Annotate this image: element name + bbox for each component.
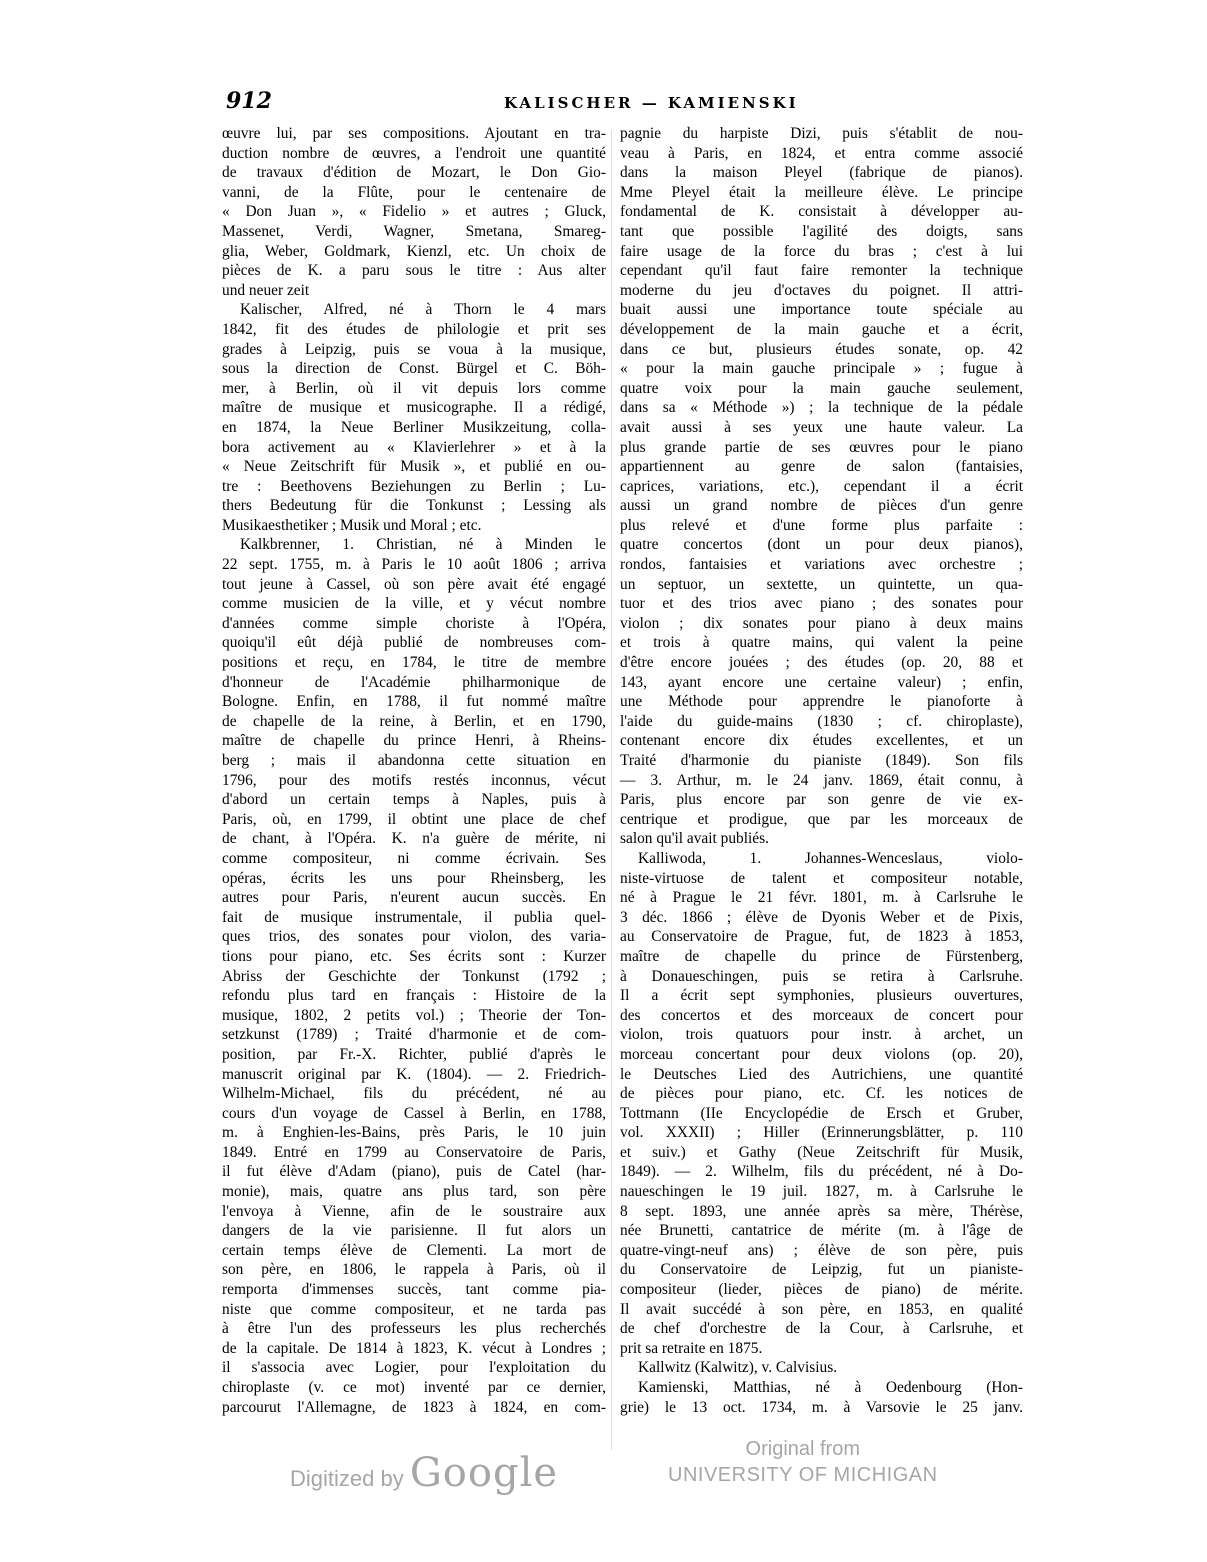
right-column-text-line: Tottmann (IIe Encyclopédie de Ersch et Gruber, <box>620 1104 1023 1122</box>
right-column-text-line: buait aussi une importance toute spéciale au <box>620 301 1023 319</box>
right-column <box>620 124 1023 1417</box>
left-column-text-line: niste que comme compositeur, et ne tarda pas <box>222 1300 606 1318</box>
left-column-text-line: autres pour Paris, n'eurent aucun succès. En <box>222 889 606 907</box>
right-column-text-line: faire usage de la force du bras ; c'est à lui <box>620 242 1023 260</box>
left-column-text-line: 1796, pour des motifs restés inconnus, vécut <box>222 771 606 789</box>
right-column-text-line: violon, trois quatuors pour instr. à archet, un <box>620 1026 1023 1044</box>
left-column-text-line: quoiqu'il eût déjà publié de nombreuses com- <box>222 634 606 652</box>
left-column-text-line: manuscrit original par K. (1804). — 2. Friedrich- <box>222 1065 606 1083</box>
right-column-text-line: plus relevé et d'une forme plus parfaite : <box>620 516 1023 534</box>
right-column-text-line: salon qu'il avait publiés. <box>620 830 769 848</box>
left-column-text-line: son père, en 1806, le rappela à Paris, où il <box>222 1261 606 1279</box>
column-divider <box>611 130 612 1450</box>
left-column-text-line: dangers de la vie parisienne. Il fut alors un <box>222 1222 606 1240</box>
right-column-text-line: du Conservatoire de Leipzig, fut un pianiste- <box>620 1261 1023 1279</box>
right-column-text-line: contenant encore dix études excellentes, et un <box>620 732 1023 750</box>
right-column-text-line: 3 déc. 1866 ; élève de Dyonis Weber et de Pixis, <box>620 908 1023 926</box>
left-column-text-line: duction nombre de œuvres, a l'endroit une quantité <box>222 144 606 162</box>
right-column-text-line: et trois à quatre mains, qui valent la peine <box>620 634 1023 652</box>
left-column-text-line: en 1874, la Neue Berliner Musikzeitung, colla- <box>222 418 606 436</box>
right-column-text-line: née Brunetti, cantatrice de mérite (m. à l'âge de <box>620 1222 1023 1240</box>
right-column-text-line: tuor et des trios avec piano ; des sonates pour <box>620 595 1023 613</box>
left-column-text-line: de chant, à l'Opéra. K. n'a guère de mérite, ni <box>222 830 606 848</box>
right-column-text-line: d'être encore jouées ; des études (op. 20, 88 et <box>620 654 1023 672</box>
running-head: KALISCHER — KAMIENSKI <box>504 94 799 112</box>
left-column-text-line: 22 sept. 1755, m. à Paris le 10 août 1806 ; arriva <box>222 556 606 574</box>
right-column-text-line: grie) le 13 oct. 1734, m. à Varsovie le 25 janv. <box>620 1398 1023 1416</box>
right-column-text-line: de chef d'orchestre de la Cour, à Carlsruhe, et <box>620 1320 1023 1338</box>
right-column-text-line: « pour la main gauche principale » ; fugue à <box>620 360 1023 378</box>
right-column-text-line: au Conservatoire de Prague, fut, de 1823 à 1853, <box>620 928 1023 946</box>
left-column-text-line: d'honneur de l'Académie philharmonique de <box>222 673 606 691</box>
left-column-text-line: refondu plus tard en français : Histoire de la <box>222 987 606 1005</box>
left-column-text-line: pièces de K. a paru sous le titre : Aus alter <box>222 262 606 280</box>
left-column-text-line: m. à Enghien-les-Bains, près Paris, le 10 juin <box>222 1124 606 1142</box>
right-column-text-line: tant que possible l'agilité des doigts, sans <box>620 222 1023 240</box>
right-column-text-line: quatre-vingt-neuf ans) ; élève de son père, puis <box>620 1241 1023 1259</box>
right-column-text-line: moderne du jeu d'octaves du poignet. Il attri- <box>620 281 1023 299</box>
left-column-text-line: chiroplaste (v. ce mot) inventé par ce dernier, <box>222 1379 606 1396</box>
left-column-text-line: remporta d'immenses succès, tant comme pia- <box>222 1281 606 1299</box>
left-column-text-line: Paris, où, en 1799, il obtint une place de chef <box>222 810 606 828</box>
left-column-text-line: parcourut l'Allemagne, de 1823 à 1824, en com- <box>222 1398 606 1416</box>
digitized-by-google-watermark <box>290 1450 558 1496</box>
right-column-text-line: 1849). — 2. Wilhelm, fils du précédent, né à Do- <box>620 1163 1023 1181</box>
left-column-text-line: tions pour piano, etc. Ses écrits sont : Kurzer <box>222 947 606 965</box>
left-column-text-line: Bologne. Enfin, en 1788, il fut nommé maître <box>222 693 606 711</box>
right-column-text-line: — 3. Arthur, m. le 24 janv. 1869, était connu, à <box>620 771 1023 789</box>
left-column-text-line: Kalkbrenner, 1. Christian, né à Minden le <box>240 536 606 554</box>
right-column-text-line: Kamienski, Matthias, né à Oedenbourg (Hon- <box>638 1379 1023 1396</box>
right-column-text-line: développement de la main gauche et a écrit, <box>620 320 1023 338</box>
right-column-text-line: violon ; dix sonates pour piano à deux mains <box>620 614 1023 632</box>
right-column-text-line: de pièces pour piano, etc. Cf. les notices de <box>620 1085 1023 1103</box>
left-column-text-line: l'envoya à Vienne, afin de le soustraire aux <box>222 1202 606 1220</box>
left-column-text-line: comme musicien de la ville, et y vécut nombre <box>222 595 606 613</box>
left-column-text-line: certain temps élève de Clementi. La mort de <box>222 1241 606 1259</box>
left-column-text-line: glia, Weber, Goldmark, Kienzl, etc. Un choix de <box>222 242 606 260</box>
right-column-text-line: rondos, fantaisies et variations avec orchestre ; <box>620 556 1023 574</box>
left-column-text-line: grades à Leipzig, puis se voua à la musique, <box>222 340 606 358</box>
right-column-text-line: Traité d'harmonie du pianiste (1849). Son fils <box>620 752 1023 769</box>
right-column-text-line: Il avait succédé à son père, en 1853, en qualité <box>620 1300 1023 1318</box>
left-column-text-line: « Don Juan », « Fidelio » et autres ; Gluck, <box>222 203 606 221</box>
right-column-text-line: pagnie du harpiste Dizi, puis s'établit de nou- <box>620 125 1023 142</box>
right-column-text-line: vol. XXXII) ; Hiller (Erinnerungsblätter, p. 110 <box>620 1124 1023 1142</box>
left-column-text-line: berg ; mais il abandonna cette situation en <box>222 752 606 769</box>
left-column-text-line: il fut élève d'Adam (piano), puis de Catel (har- <box>222 1163 606 1181</box>
right-column-text-line: prit sa retraite en 1875. <box>620 1339 763 1357</box>
right-column-text-line: aussi un grand nombre de pièces d'un genre <box>620 497 1023 515</box>
left-column-text-line: il s'associa avec Logier, pour l'exploitation du <box>222 1359 606 1377</box>
right-column-text-line: 8 sept. 1893, une année après sa mère, Thérèse, <box>620 1202 1023 1220</box>
left-column-text-line: Musikaesthetiker ; Musik und Moral ; etc. <box>222 516 482 534</box>
university-label: UNIVERSITY OF MICHIGAN <box>668 1464 938 1486</box>
right-column-text-line: compositeur (lieder, pièces de piano) de mérite. <box>620 1281 1023 1299</box>
left-column-text-line: 1842, fit des études de philologie et prit ses <box>222 320 606 338</box>
left-column-text-line: « Neue Zeitschrift für Musik », et publié en ou- <box>222 458 606 476</box>
left-column-text-line: Wilhelm-Michael, fils du précédent, né au <box>222 1085 606 1103</box>
left-column-text-line: und neuer zeit <box>222 281 310 299</box>
right-column-text-line: des concertos et des morceaux de concert pour <box>620 1006 1023 1024</box>
page-number: 912 <box>226 88 272 114</box>
left-column-text-line: maître de chapelle du prince Henri, à Rheins- <box>222 732 606 750</box>
right-column-text-line: morceau concertant pour deux violons (op. 20), <box>620 1045 1023 1063</box>
right-column-text-line: quatre concertos (dont un pour deux pianos), <box>620 536 1023 554</box>
right-column-text-line: dans sa « Méthode ») ; la technique de la pédale <box>620 399 1023 417</box>
left-column-text-line: œuvre lui, par ses compositions. Ajoutant en tra- <box>222 125 606 142</box>
right-column-text-line: une Méthode pour apprendre le pianoforte à <box>620 693 1023 711</box>
right-column-text-line: l'aide du guide-mains (1830 ; cf. chiroplaste), <box>620 712 1023 730</box>
right-column-text-line: Mme Pleyel était la meilleure élève. Le principe <box>620 183 1023 201</box>
right-column-text-line: Kallwitz (Kalwitz), v. Calvisius. <box>638 1359 838 1377</box>
left-column-text-line: tre : Beethovens Beziehungen zu Berlin ; Lu- <box>222 477 606 495</box>
right-column-text-line: caprices, variations, etc.), cependant il a écrit <box>620 477 1023 495</box>
left-column-text-line: Abriss der Geschichte der Tonkunst (1792 ; <box>222 967 606 985</box>
right-column-text-line: un septuor, un sextette, un quintette, un qua- <box>620 575 1023 593</box>
left-column-text-line: d'années comme simple choriste à l'Opéra, <box>222 614 606 632</box>
left-column-text-line: 1849. Entré en 1799 au Conservatoire de Paris, <box>222 1143 606 1161</box>
original-from-label: Original from <box>745 1438 861 1460</box>
left-column-text-line: position, par Fr.-X. Richter, publié d'après le <box>222 1045 606 1063</box>
right-column-text-line: et suiv.) et Gathy (Neue Zeitschrift für Musik, <box>620 1143 1023 1161</box>
left-column-text-line: setzkunst (1789) ; Traité d'harmonie et de com- <box>222 1026 606 1044</box>
right-column-text-line: veau à Paris, en 1824, et entra comme associé <box>620 144 1023 162</box>
google-logo-text: Google <box>409 1450 559 1496</box>
right-column-text-line: appartiennent au genre de salon (fantaisies, <box>620 458 1023 476</box>
right-column-text-line: Kalliwoda, 1. Johannes-Wenceslaus, violo- <box>638 849 1023 867</box>
right-column-text-line: Il a écrit sept symphonies, plusieurs ouvertures, <box>620 987 1023 1005</box>
right-column-text-line: centrique et prodigue, que par les morceaux de <box>620 810 1023 828</box>
right-column-text-line: à Donaueschingen, puis se retira à Carlsruhe. <box>620 967 1023 985</box>
left-column-text-line: positions et reçu, en 1784, le titre de membre <box>222 654 606 672</box>
right-column-text-line: cependant qu'il faut faire remonter la technique <box>620 262 1023 280</box>
left-column-text-line: Massenet, Verdi, Wagner, Smetana, Smareg- <box>222 222 606 240</box>
left-column-text-line: à être l'un des professeurs les plus recherchés <box>222 1320 606 1338</box>
left-column-text-line: sous la direction de Const. Bürgel et C. Böh- <box>222 360 606 378</box>
left-column-text-line: mer, à Berlin, où il vit depuis lors comme <box>222 379 606 397</box>
right-column-text-line: né à Prague le 21 févr. 1801, m. à Carlsruhe le <box>620 889 1023 907</box>
digitized-by-label: Digitized by <box>290 1466 404 1491</box>
right-column-text-line: fondamental de K. consistait à développer au- <box>620 203 1023 221</box>
left-column-text-line: de la capitale. De 1814 à 1823, K. vécut à Londres ; <box>222 1339 606 1357</box>
left-column-text-line: maître de musique et musicographe. Il a rédigé, <box>222 399 606 417</box>
left-column-text-line: Kalischer, Alfred, né à Thorn le 4 mars <box>240 301 606 319</box>
left-column-text-line: opéras, écrits les uns pour Rheinsberg, les <box>222 869 606 887</box>
left-column-text-line: musique, 1802, 2 petits vol.) ; Theorie der Ton- <box>222 1006 606 1024</box>
left-column <box>222 124 606 1417</box>
right-column-text-line: quatre voix pour la main gauche seulement, <box>620 379 1023 397</box>
left-column-text-line: d'abord un certain temps à Naples, puis à <box>222 791 606 809</box>
left-column-text-line: de travaux d'édition de Mozart, le Don Gio- <box>222 164 606 182</box>
right-column-text-line: le Deutsches Lied des Autrichiens, une quantité <box>620 1065 1023 1083</box>
right-column-text-line: 143, ayant encore une certaine valeur) ; enfin, <box>620 673 1023 691</box>
left-column-text-line: fait de musique instrumentale, il publia quel- <box>222 908 606 926</box>
right-column-text-line: niste-virtuose de talent et compositeur notable, <box>620 869 1023 887</box>
left-column-text-line: de chapelle de la reine, à Berlin, et en 1790, <box>222 712 606 730</box>
left-column-text-line: thers Bedeutung für die Tonkunst ; Lessing als <box>222 497 606 515</box>
right-column-text-line: Paris, plus encore par son genre de vie ex- <box>620 791 1023 809</box>
right-column-text-line: avait aussi à ses yeux une haute valeur. La <box>620 418 1023 436</box>
left-column-text-line: vanni, de la Flûte, pour le centenaire de <box>222 183 606 201</box>
left-column-text-line: comme compositeur, ni comme écrivain. Ses <box>222 849 606 867</box>
left-column-text-line: cours d'un voyage de Cassel à Berlin, en 1788, <box>222 1104 606 1122</box>
left-column-text-line: monie), mais, quatre ans plus tard, son père <box>222 1183 606 1201</box>
left-column-text-line: ques trios, des sonates pour violon, des varia- <box>222 928 606 946</box>
right-column-text-line: dans ce but, plusieurs études sonate, op. 42 <box>620 340 1023 358</box>
right-column-text-line: maître de chapelle du prince de Fürstenberg, <box>620 947 1023 965</box>
left-column-text-line: tout jeune à Cassel, où son père avait été engagé <box>222 575 606 593</box>
original-from-watermark <box>668 1436 938 1488</box>
right-column-text-line: dans la maison Pleyel (fabrique de pianos). <box>620 164 1023 182</box>
right-column-text-line: naueschingen le 19 juil. 1827, m. à Carlsruhe le <box>620 1183 1023 1201</box>
right-column-text-line: plus grande partie de ses œuvres pour le piano <box>620 438 1023 456</box>
left-column-text-line: bora activement au « Klavierlehrer » et à la <box>222 438 606 456</box>
